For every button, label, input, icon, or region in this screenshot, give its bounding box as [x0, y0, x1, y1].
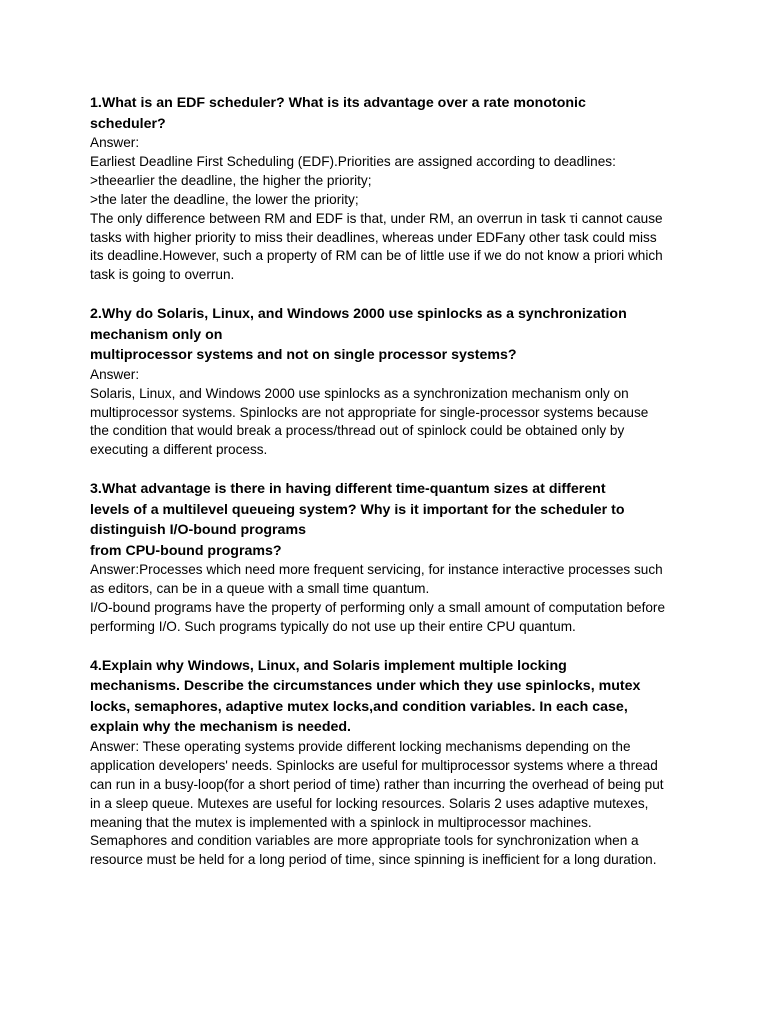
question-line: 2.Why do Solaris, Linux, and Windows 2000 use spinlocks as a synchronization: [90, 306, 627, 323]
answer-line: meaning that the mutex is implemented with a spinlock in multiprocessor machines.: [90, 814, 592, 830]
answer-text: [90, 738, 680, 870]
answer-line: resource must be held for a long period of time, since spinning is inefficient for a long duration.: [90, 852, 657, 868]
answer-line: the condition that would break a process/thread out of spinlock could be obtained only by: [90, 423, 625, 439]
question-line: explain why the mechanism is needed.: [90, 719, 351, 736]
question-line: mechanisms. Describe the circumstances under which they use spinlocks, mutex: [90, 678, 641, 695]
answer-line: task is going to overrun.: [90, 267, 235, 283]
answer-line: Answer:Processes which need more frequent servicing, for instance interactive processes such: [90, 562, 663, 578]
answer-line: executing a different process.: [90, 442, 268, 458]
qa-section-2: [90, 304, 680, 460]
question-line: multiprocessor systems and not on single processor systems?: [90, 347, 517, 364]
answer-line: >the later the deadline, the lower the priority;: [90, 191, 359, 207]
answer-line: Earliest Deadline First Scheduling (EDF).Priorities are assigned according to deadlines:: [90, 153, 616, 169]
answer-line: multiprocessor systems. Spinlocks are not appropriate for single-processor systems because: [90, 404, 649, 420]
answer-line: Answer:: [90, 135, 140, 150]
answer-line: application developers' needs. Spinlocks are useful for multiprocessor systems where a thread: [90, 757, 658, 773]
question-line: scheduler?: [90, 115, 166, 132]
answer-text: [90, 134, 680, 285]
answer-line: Answer:: [90, 366, 140, 382]
answer-line: The only difference between RM and EDF is that, under RM, an overrun in task τi cannot cause: [90, 210, 663, 226]
question-line: locks, semaphores, adaptive mutex locks,and condition variables. In each case,: [90, 698, 628, 715]
question-heading: [90, 93, 680, 134]
answer-line: Solaris, Linux, and Windows 2000 use spinlocks as a synchronization mechanism only on: [90, 385, 629, 401]
answer-line: >theearlier the deadline, the higher the priority;: [90, 172, 372, 188]
answer-line: performing I/O. Such programs typically do not use up their entire CPU quantum.: [90, 619, 576, 634]
answer-line: in a sleep queue. Mutexes are useful for locking resources. Solaris 2 uses adaptive mutexes,: [90, 795, 649, 811]
question-heading: [90, 479, 680, 561]
answer-text: [90, 366, 680, 461]
answer-line: can run in a busy-loop(for a short period of time) rather than incurring the overhead of being put: [90, 776, 664, 792]
question-line: 3.What advantage is there in having different time-quantum sizes at different: [90, 481, 606, 498]
document-body: [90, 93, 680, 889]
question-line: levels of a multilevel queueing system? Why is it important for the scheduler to: [90, 501, 625, 518]
answer-line: I/O-bound programs have the property of performing only a small amount of computation before: [90, 600, 666, 616]
question-heading: [90, 304, 680, 366]
qa-section-3: [90, 479, 680, 637]
question-line: from CPU-bound programs?: [90, 542, 282, 559]
answer-line: Semaphores and condition variables are more appropriate tools for synchronization when a: [90, 833, 639, 849]
answer-line: tasks with higher priority to miss their deadlines, whereas under EDFany other task could miss: [90, 229, 657, 245]
question-line: mechanism only on: [90, 326, 223, 343]
answer-line: Answer: These operating systems provide different locking mechanisms depending on the: [90, 738, 631, 754]
qa-section-1: [90, 93, 680, 285]
question-heading: [90, 656, 680, 738]
question-line: 4.Explain why Windows, Linux, and Solaris implement multiple locking: [90, 657, 567, 674]
answer-text: [90, 561, 680, 637]
question-line: 1.What is an EDF scheduler? What is its advantage over a rate monotonic: [90, 95, 586, 111]
answer-line: as editors, can be in a queue with a small time quantum.: [90, 581, 430, 597]
question-line: distinguish I/O-bound programs: [90, 522, 306, 539]
qa-section-4: [90, 656, 680, 870]
answer-line: its deadline.However, such a property of RM can be of little use if we do not know a priori which: [90, 248, 663, 264]
